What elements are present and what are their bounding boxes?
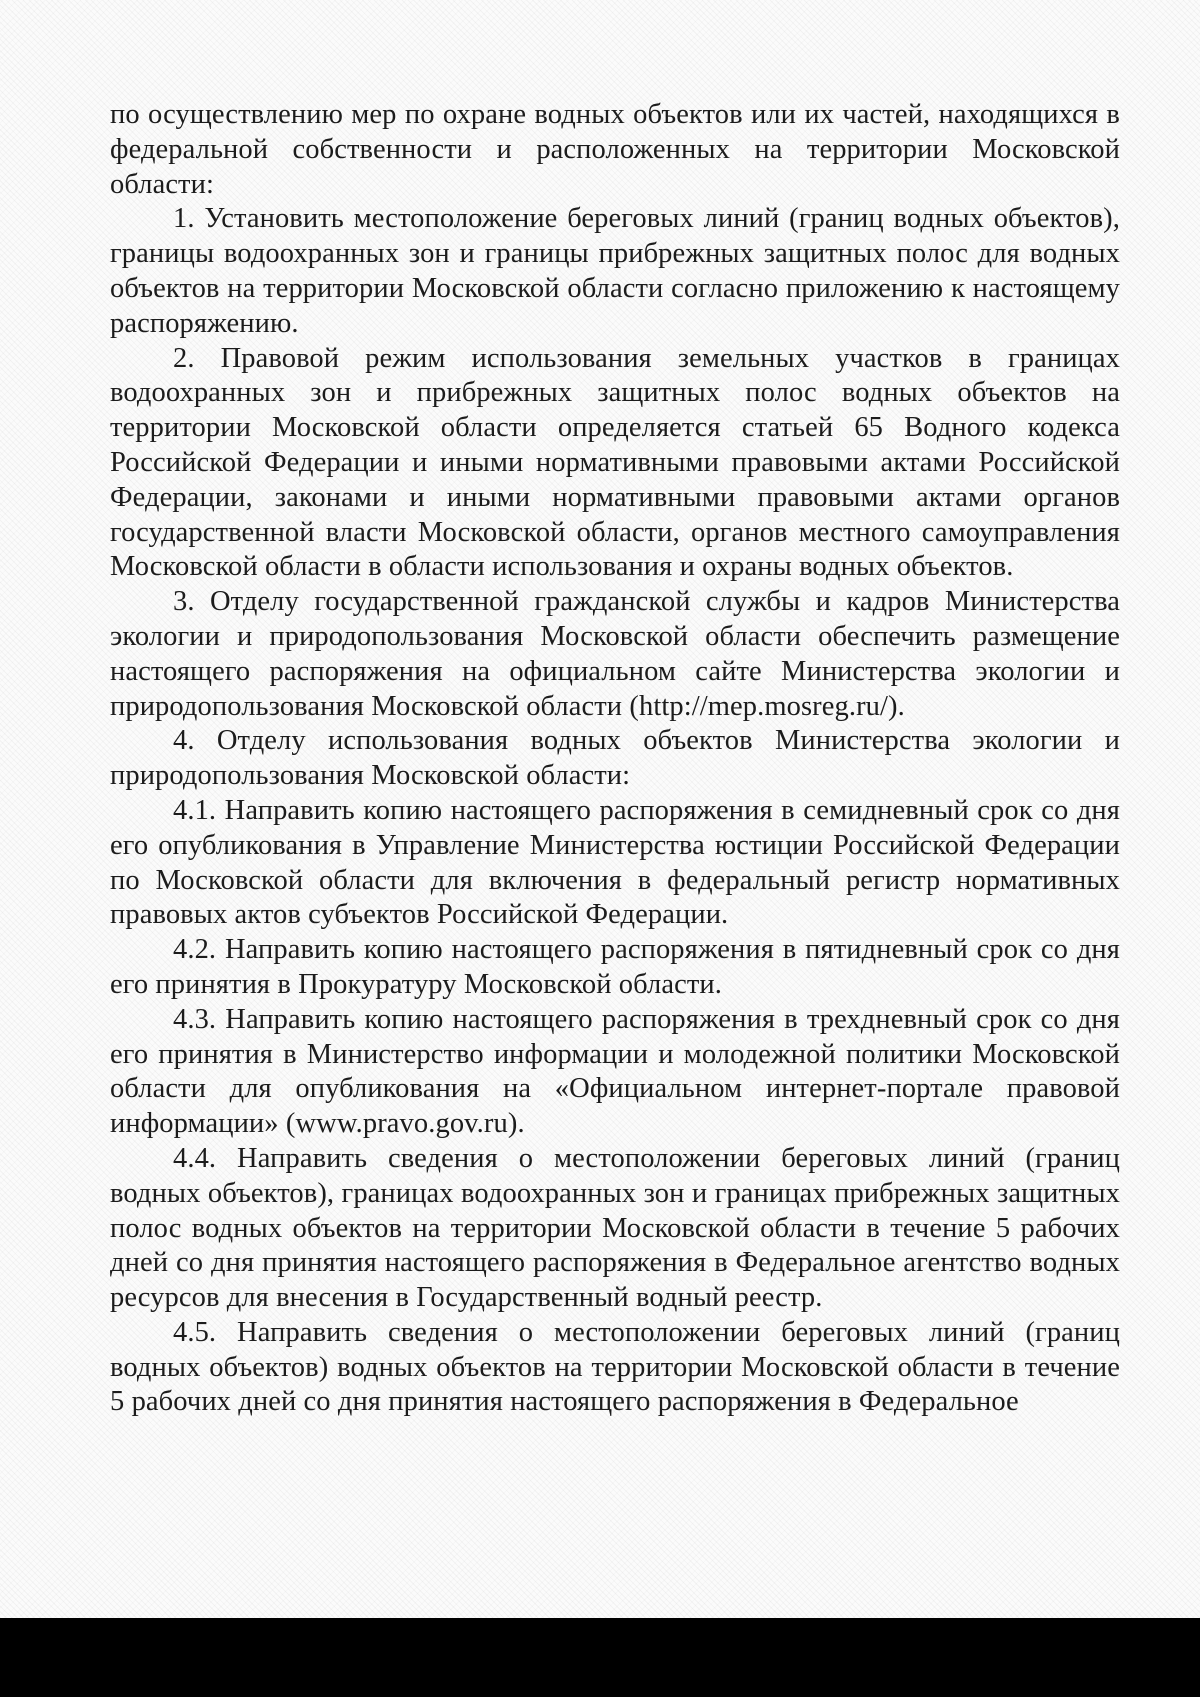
document-body [110,98,1120,1420]
paragraph-item-2: 2. Правовой режим использования земельных участков в границах водоохранных зон и прибрежных защитных полос водных объектов на территории Московской области определяется статьей 65 Водного кодекса Российской Федерации и иными нормативными правовыми актами Российской Федерации, законами и иными нормативными правовыми актами органов государственной власти Московской области, органов местного самоуправления Московской области в области использования и охраны водных объектов. [110,342,1120,583]
paragraph-item-4: 4. Отделу использования водных объектов Министерства экологии и природопользования Московской области: [110,725,1120,792]
paragraph-item-4-1: 4.1. Направить копию настоящего распоряжения в семидневный срок со дня его опубликования в Управление Министерства юстиции Российской Федерации по Московской области для включения в федеральный регистр нормативных правовых актов субъектов Российской Федерации. [110,794,1120,931]
paragraph-item-1: 1. Установить местоположение береговых линий (границ водных объектов), границы водоохранных зон и границы прибрежных защитных полос для водных объектов на территории Московской области согласно приложению к настоящему распоряжению. [110,203,1120,339]
scan-bottom-border [0,1618,1200,1697]
paragraph-item-4-5: 4.5. Направить сведения о местоположении береговых линий (границ водных объектов) водных объектов на территории Московской области в течение 5 рабочих дней со дня принятия настоящего распоряжения в Федеральное [110,1316,1120,1418]
paragraph-item-4-4: 4.4. Направить сведения о местоположении береговых линий (границ водных объектов), границах водоохранных зон и границах прибрежных защитных полос водных объектов на территории Московской области в течение 5 рабочих дней со дня принятия настоящего распоряжения в Федеральное агентство водных ресурсов для внесения в Государственный водный реестр. [110,1142,1120,1314]
paragraph-intro: по осуществлению мер по охране водных объектов или их частей, находящихся в федеральной собственности и расположенных на территории Московской области: [110,99,1120,200]
paragraph-item-4-3: 4.3. Направить копию настоящего распоряжения в трехдневный срок со дня его принятия в Министерство информации и молодежной политики Московской области для опубликования на «Официальном интернет-портале правовой информации» (www.pravo.gov.ru). [110,1003,1120,1140]
paragraph-item-3: 3. Отделу государственной гражданской службы и кадров Министерства экологии и природопользования Московской области обеспечить размещение настоящего распоряжения на официальном сайте Министерства экологии и природопользования Московской области (http://mep.mosreg.ru/). [110,586,1120,722]
paragraph-item-4-2: 4.2. Направить копию настоящего распоряжения в пятидневный срок со дня его принятия в Прокуратуру Московской области. [110,934,1120,1000]
